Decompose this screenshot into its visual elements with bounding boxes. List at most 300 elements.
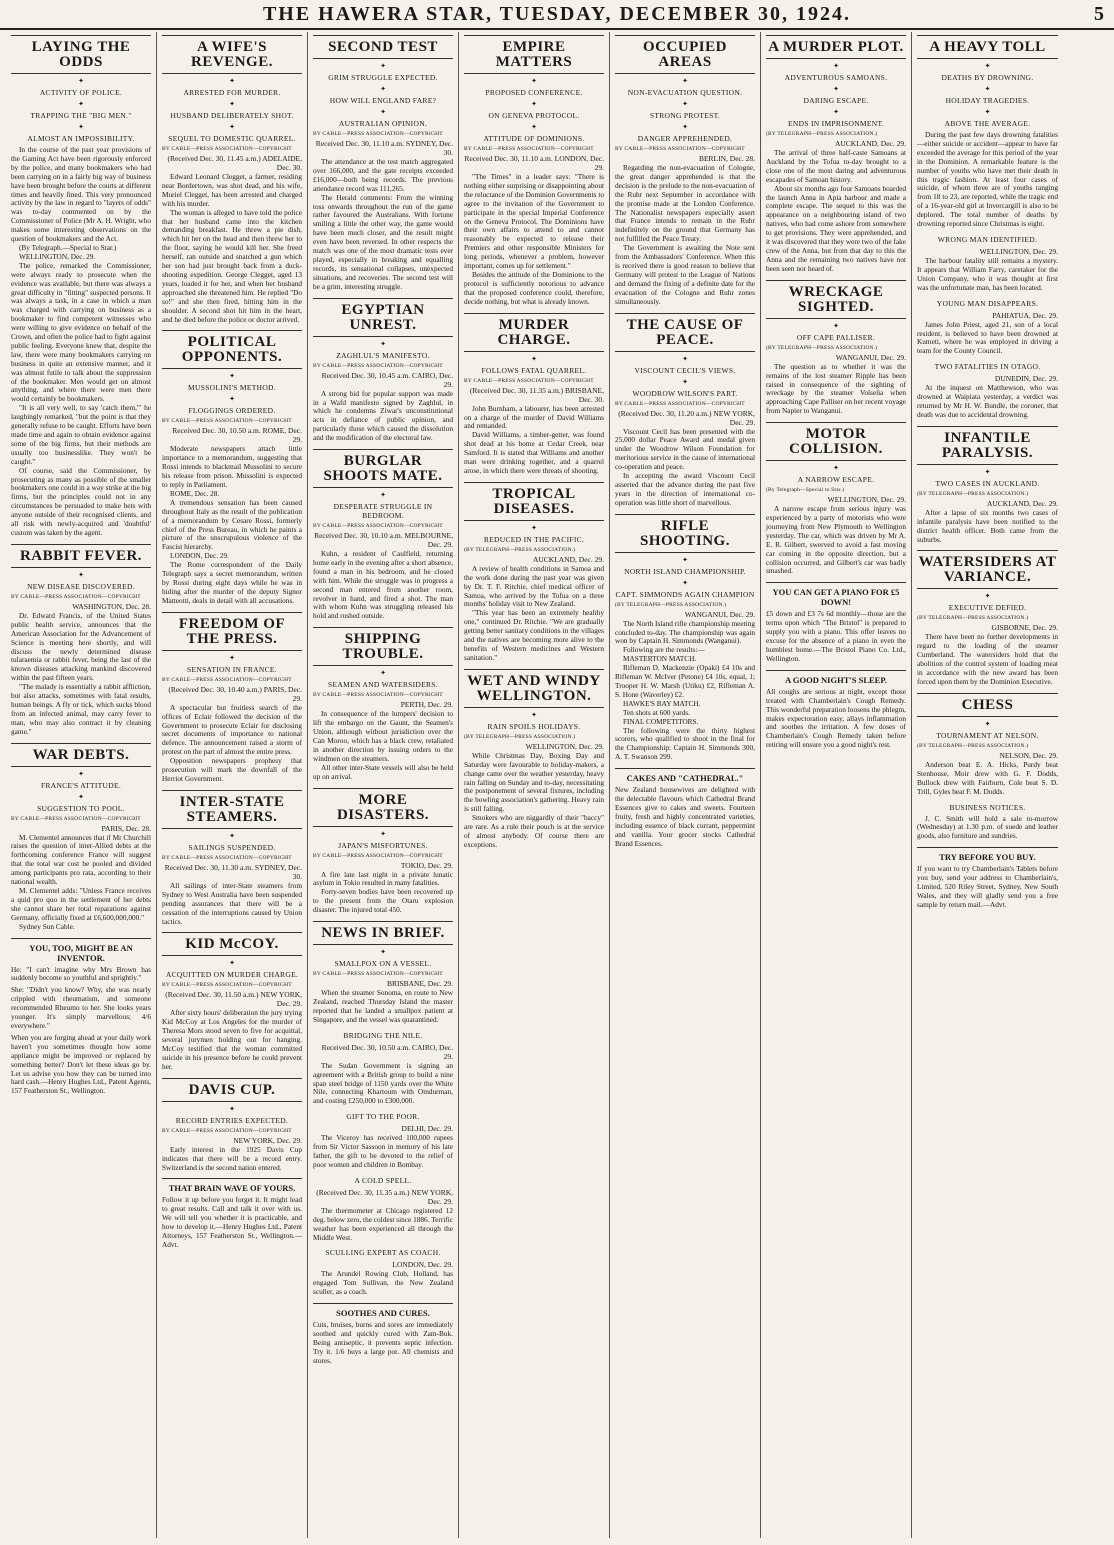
article-dateline: (Received Dec. 30, 11.35 a.m.) NEW YORK, Dec. 29. [316,1187,453,1206]
article-subheading: SEAMEN AND WATERSIDERS. [328,680,438,690]
star-ornament: ✦ [78,570,84,579]
article-subheading: CAPT. SIMMONDS AGAIN CHAMPION [615,589,755,599]
rule-divider [615,514,755,515]
article [917,550,1058,686]
rule-divider [766,318,906,319]
article-subheading: SENSATION IN FRANCE. [187,664,277,674]
rule-divider [11,766,151,767]
advertisement-title: TRY BEFORE YOU BUY. [939,852,1036,863]
article-paragraph: John Burnham, a labourer, has been arrested on a charge of the murder of David Williams and remanded. [464,403,604,431]
article-paragraph: Of course, said the Commissioner, by prosecuting as many as possible of the smaller bookmakers one could in a way strike at the big firms, but the principles could not in any circumstances be persuaded to make bets with anyone outside of their recognised clients, and all risk with newly-acquired and 'doubtful' custom was taken by the agent. [11,465,151,537]
article-subheading: SCULLING EXPERT AS COACH. [325,1248,441,1258]
article-byline: (BY TELEGRAPH—PRESS ASSOCIATION.) [917,490,1029,497]
rule-divider [766,58,906,59]
rule-divider [162,790,302,791]
article-paragraph: Opposition newspapers prophesy that prosecution will mark the downfall of the Herriot Government. [162,756,302,783]
rule-divider [464,707,604,708]
article [917,35,1058,229]
rule-divider [766,460,906,461]
star-ornament: ✦ [229,123,235,131]
rule-divider [162,650,302,651]
article-headline: EGYPTIAN UNREST. [341,301,425,333]
article-paragraph: LONDON, Dec. 29. [170,551,229,561]
article-paragraph: Forty-seven bodies have been recovered up to the present from the Otaru explosion disaster. The injured total 450. [313,887,453,915]
masthead-title: THE HAWERA STAR, TUESDAY, DECEMBER 30, 1924. [262,3,852,25]
article-paragraph: "This year has been an extremely healthy one," continued Dr. Ritchie. "We are gradually getting better sanitary conditions in the villages and the natives are becoming more alive to the benefits of Western medicines and Western sanitation." [464,608,604,662]
article-subheading: ZAGHLUL'S MANIFESTO. [336,350,430,360]
star-ornament: ✦ [380,85,386,93]
article [11,35,151,538]
article-paragraph: M. Clementel adds: "Unless France receives a quid pro quo in the settlement of her debts she cannot share her total reparations against Germany, officially fixed at £6,600,000,000." [11,886,151,922]
article-paragraph: Ten shots at 600 yards. [623,707,690,717]
rule-divider [464,313,604,314]
article-dateline: BERLIN, Dec. 28. [698,154,755,163]
star-ornament: ✦ [229,372,235,381]
rule-divider [313,944,453,945]
star-ornament: ✦ [984,62,991,70]
star-ornament: ✦ [380,669,386,678]
advertisement-title: SOOTHES AND CURES. [336,1308,430,1319]
article [313,1031,453,1107]
article-dateline: PERTH, Dec. 29. [400,700,453,710]
article-dateline: WELLINGTON, Dec. 29. [827,495,906,505]
article-headline: WATERSIDERS AT VARIANCE. [918,554,1057,586]
article-subheading: TWO FATALITIES IN OTAGO. [934,362,1041,372]
rule-divider [766,582,906,583]
article-byline: BY CABLE—PRESS ASSOCIATION—COPYRIGHT [11,593,141,600]
star-ornament: ✦ [380,948,386,957]
article-headline: MURDER CHARGE. [497,316,571,348]
rule-divider [162,1101,302,1102]
star-ornament: ✦ [984,108,991,116]
article [766,422,906,576]
article-subheading: RAIN SPOILS HOLIDAYS. [487,721,581,731]
rule-divider [313,921,453,922]
article-subheading: ALMOST AN IMPOSSIBILITY. [27,134,135,143]
star-ornament: ✦ [531,123,537,131]
article-headline: THE CAUSE OF PEACE. [626,316,744,348]
article-headline: A WIFE'S REVENGE. [191,39,273,70]
article-dateline: AUCKLAND, Dec. 29. [834,139,906,148]
article-paragraph: There have been no further developments in regard to the loading of the steamer Cumberland. The watersiders hold that the abolition of the control system of loading meat in accordance with the new award has been forced upon them by the Dominion Executive. [917,632,1058,686]
star-ornament: ✦ [229,653,235,662]
article-headline: FREEDOM OF THE PRESS. [178,615,286,647]
article-paragraph: New Zealand housewives are delighted with the delectable flavours which Cathedral Brand Essences give to cakes and sweets. Fourteen fruity, fresh and highly concentrated varieties, including essence of black currant, peppermint and vanilla. Your grocer stocks Cathedral Brand Essences. [615,785,755,848]
star-ornament: ✦ [984,467,991,476]
rule-divider [313,298,453,299]
star-ornament: ✦ [78,123,84,131]
article-dateline: Received Dec. 30, 10.50 a.m. CAIRO, Dec. 29. [321,1042,453,1061]
article-dateline: (Received Dec. 30, 11.45 a.m.) ADELAIDE, Dec. 30. [167,154,302,172]
article [464,35,604,307]
rule-divider [615,351,755,352]
article [313,35,453,292]
star-ornament: ✦ [833,108,839,116]
article-paragraph: Follow it up before you forget it. It might lead to great results. Call and talk it over with us. We will tell you whether it is practicable, and how to develop it.—Henry Hughes Ltd., Patent Attorneys, 157 Featherston St., Wellington.—Advt. [162,1195,302,1249]
article-paragraph: £5 down and £3 7s 6d monthly—those are the terms upon which "The Bristol" is prepared to supply you with a piano. This offer leaves no excuse for the absence of a piano in even the humblest home.—The Bristol Piano Co. Ltd., Wellington. [766,609,906,663]
article-paragraph: The North Island rifle championship meeting concluded to-day. The championship was again won by Captain H. Simmonds (Wanganui). [615,618,755,646]
rule-divider [464,351,604,352]
article-paragraph: The arrival of three half-caste Samoans at Auckland by the Tofua to-day brought to a close one of the most daring and adventurous escapades of Samoan history. [766,148,906,184]
rule-divider [313,1303,453,1304]
article-paragraph: Smokers who are niggardly of their "baccy" are rare. As a rule their pouch is at the service of almost anybody. Of course there are exceptions. [464,813,604,849]
article-paragraph: HAWKE'S BAY MATCH. [623,698,701,708]
article-paragraph: The following were the thirty highest scorers, who qualified to shoot in the final for the Championship: Captain H. Simmonds 300, A. T. Swanson 299. [615,725,755,762]
article-subheading: WOODROW WILSON'S PART. [632,388,738,398]
rule-divider [615,552,755,553]
article-paragraph: Edward Leonard Clegget, a farmer, residing near Bordertown, was shot dead, and his wife, Muriel Clegget, has been arrested and charged with his murder. [162,172,302,208]
star-ornament: ✦ [682,578,688,587]
article-paragraph: The Arundel Rowing Club, Holland, has engaged Tom Sullivan, the New Zealand sculler, as a coach. [313,1269,453,1297]
rule-divider [162,35,302,36]
article [766,35,906,274]
article-dateline: WANGANUI, Dec. 29. [835,352,906,362]
article-dateline: GISBORNE, Dec. 29. [991,623,1058,633]
article-byline: BY CABLE—PRESS ASSOCIATION—COPYRIGHT [162,1127,292,1134]
rule-divider [615,768,755,769]
star-ornament: ✦ [531,710,537,719]
star-ornament: ✦ [229,831,235,840]
article-paragraph: In the course of the past year provisions of the Gaming Act have been rigorously enforced by the police, and many bookmakers who had been carrying on in a fairly big way of business have been brought before the courts at different times and heavily fined. This very pronounced activity by the law in regard to "layers of odds" was to-day commented on by the Commissioner of Police (Mr A. H. Wright, who makes some interesting observations on the question of bookmakers and the Act. [11,145,151,244]
article-paragraph: In accepting the award Viscount Cecil asserted that the advance during the past five years in the direction of international co-operation was little short of marvellous. [615,471,755,507]
article-byline: BY CABLE—PRESS ASSOCIATION—COPYRIGHT [313,131,443,137]
article-paragraph: When you are forging ahead at your daily work haven't you sometimes thought how some appliance might be improved or replaced by something better? Don't let these ideas go by. Let us advise you how they can be turned into hard cash.—Henry Hughes Ltd., Patent Agents, 157 Featherston St., Wellington. [11,1032,151,1096]
article-headline: BURGLAR SHOOTS MATE. [323,453,443,485]
rule-divider [313,35,453,36]
article-dateline: WELLINGTON, Dec. 29. [525,741,604,751]
star-ornament: ✦ [682,123,688,131]
article-paragraph: J. C. Smith will hold a sale to-morrow (Wednesday) at 1.30 p.m. of suede and leather goods, also furniture and sundries. [917,813,1058,841]
article-headline: A HEAVY TOLL [929,39,1046,55]
article-dateline: NELSON, Dec. 29. [999,750,1058,760]
article-byline: BY CABLE—PRESS ASSOCIATION—COPYRIGHT [464,377,594,384]
article [917,426,1058,545]
star-ornament: ✦ [833,85,839,93]
rule-divider [313,665,453,666]
rule-divider [162,368,302,369]
rule-divider [162,1078,302,1079]
rule-divider [615,313,755,314]
article-paragraph: While Christmas Day, Boxing Day and Saturday were favourable to holiday-makers, a change came over the weather yesterday, heavy rain falling on Sunday and to-day, necessitating the postponement of several fixtures, including the bowling association's gathering. Heavy rain is still falling. [464,750,604,814]
article-paragraph: ROME, Dec. 28. [170,488,220,498]
article-subheading: TWO CASES IN AUCKLAND. [935,478,1040,488]
star-ornament: ✦ [531,523,537,532]
article-subheading: ARRESTED FOR MURDER. [183,88,281,97]
rule-divider [917,693,1058,694]
article-paragraph: FINAL COMPETITORS. [623,716,699,726]
article-subheading: MUSSOLINI'S METHOD. [188,383,276,393]
article-subheading: HUSBAND DELIBERATELY SHOT. [170,111,294,120]
article-subheading: DEATHS BY DROWNING. [941,73,1034,82]
article-headline: POLITICAL OPPONENTS. [181,334,283,366]
star-ornament: ✦ [984,592,991,601]
rule-divider [615,35,755,36]
article [11,743,151,932]
star-ornament: ✦ [78,77,84,85]
article-paragraph: The police, remarked the Commissioner, were always ready to prosecute when the evidence was available, but there was always a great difficulty in "fitting" suspected persons. It was always a task, in a case in which a man was charged with carrying on business as a bookmaker to find competent witnesses who were willing to give evidence on behalf of the Crown, and often the police had to fight against public feeling. Everyone knew that, despite the law, there were many bookmakers carrying on business in quite an extensive manner, and it was almost futile to talk about the suppression of the bookmaker. Men would get on almost anything, and where there were men there would certainly be bookmakers. [11,260,151,404]
article [162,1178,302,1249]
star-ornament: ✦ [682,100,688,108]
article-dateline: (Received Dec. 30, 11.20 a.m.) NEW YORK, Dec. 29. [618,408,755,427]
article [464,482,604,663]
article-paragraph: A strong bid for popular support was made in a Wafd manifesto signed by Zaghlul, in which he condemns Ziwar's unconstitutional acts in defiance of public opinion, and particularly those which caused the dissolution and the modification of the electoral law. [313,388,453,443]
article-subheading: SAILINGS SUSPENDED. [188,842,276,852]
article-subheading: GRIM STRUGGLE EXPECTED. [328,73,438,82]
article-subheading: HOW WILL ENGLAND FARE? [329,96,437,105]
article-byline: BY CABLE—PRESS ASSOCIATION—COPYRIGHT [615,146,745,152]
star-ornament: ✦ [833,321,839,330]
rule-divider [464,482,604,483]
article-paragraph: "The Times" in a leader says: "There is nothing either surprising or disappointing about the reluctance of the Dominion Governments to agree to the invitation of the Government to participate in the special Imperial Conference on the Geneva Protocol. The Dominions have their own affairs to attend to and cannot reasonably be expected to release their Premiers and other responsible Ministers for long periods, whenever a problem, however important, comes up for settlement." [464,172,604,271]
article-subheading: JAPAN'S MISFORTUNES. [338,840,428,850]
article-paragraph: Sydney Sun Cable. [19,921,75,931]
article-headline: SHIPPING TROUBLE. [342,631,424,663]
article-byline: BY CABLE—PRESS ASSOCIATION—COPYRIGHT [313,971,443,978]
star-ornament: ✦ [380,62,386,70]
article-byline: BY CABLE—PRESS ASSOCIATION—COPYRIGHT [313,362,443,369]
star-ornament: ✦ [78,792,84,801]
article [766,670,906,750]
rule-divider [464,35,604,36]
star-ornament: ✦ [229,1104,235,1113]
article [313,788,453,916]
article-paragraph: A narrow escape from serious injury was experienced by a party of motorists who were journeying from New Plymouth to Wellington yesterday. The car, which was driven by Mr A. E. R. Gilbert, swerved to avoid a fast moving car coming in the opposite direction, but a collision occurred, and Gilbert's car was badly smashed. [766,504,906,576]
article-paragraph: (By Telegraph.—Special to Star.) [19,242,117,252]
rule-divider [917,58,1058,59]
star-ornament: ✦ [229,959,235,968]
article-paragraph: The Rome correspondent of the Daily Telegraph says a secret memorandum, written by Rossi during eight days while he was in hiding after the murder of the deputy Signor Matteotti, deals in detail with all accusations. [162,560,302,605]
rule-divider [162,932,302,933]
article-byline: BY CABLE—PRESS ASSOCIATION—COPYRIGHT [162,676,292,683]
article-byline: BY CABLE—PRESS ASSOCIATION—COPYRIGHT [313,692,443,699]
article [313,627,453,781]
article-byline: BY CABLE—PRESS ASSOCIATION—COPYRIGHT [313,523,443,530]
article-byline: BY CABLE—PRESS ASSOCIATION—COPYRIGHT [162,418,292,425]
article-paragraph: If you want to try Chamberlain's Tablets before you buy, send your address to Chamberlain's, Limited, 520 Riley Street, Sydney, New South Wales, and they will gladly send you a free sample by return mail.—Advt. [917,864,1058,909]
article [11,544,151,737]
article-paragraph: "It is all very well, to say 'catch them,'" he laughingly remarked, "but the point is that they generally refuse to be caught. Efforts have been made time and again to obtain evidence against some of the big firms, but their methods are usually too businesslike. They won't be caught." [11,403,151,466]
star-ornament: ✦ [682,377,688,386]
article-subheading: TRAPPING THE "BIG MEN." [30,111,132,120]
star-ornament: ✦ [229,100,235,108]
article-dateline: DELHI, Dec. 29. [401,1124,453,1134]
article-paragraph: James John Priest, aged 21, son of a local resident, is believed to have been drowned at Kumeti, where he was employed in driving a team for the County Council. [917,319,1058,356]
article-dateline: LONDON, Dec. 29. [392,1260,453,1270]
article-headline: WET AND WINDY WELLINGTON. [467,672,601,704]
article [313,449,453,621]
article-paragraph: A spectacular but fruitless search of the offices of Eclair followed the decision of the Government to prosecute Eclair for disclosing secret documents of importance to national defence. The announcement raised a storm of protest on the part of almost the entire press. [162,702,302,757]
article-paragraph: During the past few days drowning fatalities—either suicide or accident—appear to have far exceeded the average for this period of the year in the Dominion. A remarkable feature is the number of youths who have met their death in this tragic fashion. At least four cases of suicide, of whom three are of youths ranging from 18 to 23, are reported, while the tragic end of a 16-year-old girl at Invercargill is also to be deplored. The total number of deaths by drowning reported since Christmas is eight. [917,130,1058,229]
article-headline: SECOND TEST [328,39,438,55]
article-headline: LAYING THE ODDS [31,39,131,70]
article-paragraph: The woman is alleged to have told the police that her husband came into the kitchen demanding breakfast. He threw a pie dish, which hit her on the head and then threw her to the floor, saying he would kill her. She freed herself, ran outside and snatched a gun which her son had just brought back from a duck-shooting expedition. George Clegget, aged 13 years, loaded it for her, and when her husband approached she threatened him. He replied "Do so!" and she then fired, hitting him in the shoulder. A second shot hit him in the heart, and he died before the police or doctor arrived. [162,207,302,324]
advertisement-title: CAKES AND "CATHEDRAL." [626,773,744,784]
article-paragraph: The attendance at the test match aggregated over 166,000, and the gate receipts exceeded £16,000—both being records. The previous attendance record was 111,265. [313,157,453,193]
article-paragraph: Dr. Edward Francis, of the United States public health service, announces that the American Association for the Advancement of Science is meeting here shortly, and will discuss the newly determined disease tularaemia or rabbit fever, being the last of the known diseases attacking mankind discovered within the past fifteen years. [11,610,151,683]
article-headline: INFANTILE PARALYSIS. [941,429,1034,461]
rule-divider [464,520,604,521]
column-4 [459,32,610,1538]
article [313,298,453,443]
rule-divider [11,35,151,36]
article [162,330,302,605]
article [313,1112,453,1170]
article-dateline: NEW YORK, Dec. 29. [233,1135,302,1145]
article-paragraph: After sixty hours' deliberation the jury trying Kid McCoy at Los Angeles for the murder of Theresa Mors stood seven to five for acquittal, several jurymen holding out for hanging. McCoy testified that the woman committed suicide in his presence before he could prevent her. [162,1008,302,1071]
rule-divider [313,58,453,59]
article-subheading: ACQUITTED ON MURDER CHARGE. [165,970,299,980]
article [917,235,1058,293]
article-subheading: FLOGGINGS ORDERED. [188,406,276,416]
article-subheading: DANGER APPREHENDED. [637,134,733,143]
article-dateline: TOKIO, Dec. 29. [400,860,453,870]
article-dateline: WANGANUI, Dec. 29. [684,609,755,619]
article [917,693,1058,797]
article-byline: (By Telegraph—Special to Star.) [766,487,845,494]
star-ornament: ✦ [380,829,386,838]
star-ornament: ✦ [682,555,688,564]
article-subheading: FOLLOWS FATAL QUARREL. [481,365,587,375]
article-paragraph: MASTERTON MATCH. [623,654,697,664]
star-ornament: ✦ [78,100,84,108]
rule-divider [766,280,906,281]
article [917,362,1058,420]
column-2 [157,32,308,1538]
article-subheading: A COLD SPELL. [354,1175,412,1185]
rule-divider [162,612,302,613]
article-paragraph: Rifleman D. Mackenzie (Opaki) £4 10s and Rifleman W. McIver (Petone) £4 10s, equal, 1; Trooper H. W. Marsh (Utiku) £2, Rifleman A. S. Hone (Waverley) £2. [615,663,755,699]
article-byline: BY CABLE—PRESS ASSOCIATION—COPYRIGHT [615,400,745,407]
article-subheading: DARING ESCAPE. [803,96,869,105]
advertisement-title: THAT BRAIN WAVE OF YOURS. [168,1183,296,1194]
article-byline: BY CABLE—PRESS ASSOCIATION—COPYRIGHT [464,146,594,152]
article-headline: MOTOR COLLISION. [789,426,883,458]
article-subheading: YOUNG MAN DISAPPEARS. [936,298,1039,308]
article-byline: BY CABLE—PRESS ASSOCIATION—COPYRIGHT [11,815,141,822]
rule-divider [11,938,151,939]
article-byline: (BY TELEGRAPH—PRESS ASSOCIATION.) [464,546,576,553]
star-ornament: ✦ [833,62,839,70]
rule-divider [162,955,302,956]
article-dateline: WASHINGTON, Dec. 28. [72,601,151,611]
article-paragraph: After a lapse of six months two cases of infantile paralysis have been notified to the district health officer. Both came from the suburbs. [917,507,1058,544]
article-headline: EMPIRE MATTERS [495,39,573,70]
article-dateline: PARIS, Dec. 28. [101,823,151,833]
article-paragraph: All coughs are serious at night, except those treated with Chamberlain's Cough Remedy. This wonderful preparation loosens the phlegm, makes expectoration easy, allays inflammation and soothes the irritation. A few doses of Chamberlain's Cough Remedy taken before retiring will ensure you a good night's rest. [766,686,906,750]
star-ornament: ✦ [531,354,537,363]
article-dateline: AUCKLAND, Dec. 29. [532,554,604,564]
article-paragraph: When the steamer Sonoma, en route to New Zealand, reached Thursday Island the master reported that he landed a smallpox patient at Singapore, and the vessel was quarantined. [313,988,453,1024]
rule-divider [917,550,1058,551]
rule-divider [766,35,906,36]
article-byline: (BY TELEGRAPH—PRESS ASSOCIATION.) [766,131,878,137]
article [11,938,151,1097]
article-paragraph: She: "Didn't you know? Why, she was nearly crippled with rheumatism, and someone recommended Rheumo to her. She looks years younger. It's simply marvellous; 4/6 everywhere." [11,985,151,1030]
article-subheading: SEQUEL TO DOMESTIC QUARREL. [168,134,296,143]
article-headline: RABBIT FEVER. [19,547,143,564]
article-paragraph: David Williams, a timber-getter, was found shot dead at his home at Cedar Creek, near Samford. It is stated that Williams and another man were drinking together, and a quarrel arose, in which there were threats of shooting. [464,430,604,475]
column-5 [610,32,761,1538]
article-paragraph: Anderson beat E. A. Hicks, Purdy beat Stenhouse, Moir drew with G. F. Dodds, Bullock drew with Fairburn, Cole beat S. D. Trill, Gyles beat F. M. Dodds. [917,759,1058,796]
star-ornament: ✦ [380,339,386,348]
article-paragraph: A review of health conditions in Samoa and the work done during the past year was given by Dr. T. F. Ritchie, chief medical officer of Samoa, who arrived by the Tofua on a three months' holiday visit to New Zealand. [464,563,604,609]
article-dateline: Received Dec. 30, 11.10 a.m. SYDNEY, Dec. 30. [315,139,453,157]
article-paragraph: In consequence of the lumpers' decision to lift the embargo on the Gaunt, the Seamen's Union, although without jurisdiction over the Can Moroo, which has a black crew, retaliated in another direction by issuing orders to the windmen on the steamers. [313,709,453,763]
article-headline: WRECKAGE SIGHTED. [788,283,884,315]
article [162,612,302,784]
article-dateline: Received Dec. 30, 11.30 a.m. SYDNEY, Dec. 30. [164,862,302,881]
article-subheading: VISCOUNT CECIL'S VIEWS. [634,365,736,375]
article-subheading: REDUCED IN THE PACIFIC. [483,534,585,544]
star-ornament: ✦ [531,100,537,108]
rule-divider [313,826,453,827]
rule-divider [313,487,453,488]
article [313,1176,453,1243]
rule-divider [162,828,302,829]
article-headline: WAR DEBTS. [32,746,130,763]
advertisement-title: A GOOD NIGHT'S SLEEP. [785,674,887,685]
article-paragraph: Viscount Cecil has been presented with the 25,000 dollar Peace Award and medal given under the Woodrow Wilson Foundation for meritorious service in the cause of international co-operation and peace. [615,426,755,472]
rule-divider [162,73,302,74]
article-dateline: DUNEDIN, Dec. 29. [994,374,1058,384]
article-byline: BY CABLE—PRESS ASSOCIATION—COPYRIGHT [313,852,443,859]
article-dateline: PAHIATUA, Dec. 29. [992,310,1058,320]
article-dateline: WELLINGTON, Dec. 29. [979,246,1058,256]
article-paragraph: Moderate newspapers attach little importance to a memorandum, suggesting that Rossi intends to blackmail Mussolini to secure his release from prison. Mussolini is expected to reply in Parliament. [162,444,302,490]
article-subheading: NON-EVACUATION QUESTION. [627,88,743,97]
article-subheading: DESPERATE STRUGGLE IN BEDROOM. [333,502,433,521]
article-byline: (BY TELEGRAPH—PRESS ASSOCIATION.) [464,733,576,740]
article-paragraph: Besides the attitude of the Dominions to the protocol is sufficiently notorious to advance that the proposed conference could, therefore, decide nothing, but what is already known. [464,269,604,306]
rule-divider [917,464,1058,465]
rule-divider [917,716,1058,717]
article-headline: INTER-STATE STEAMERS. [179,793,285,825]
article-subheading: ABOVE THE AVERAGE. [944,119,1031,128]
article-subheading: ENDS IN IMPRISONMENT. [788,119,884,128]
rule-divider [162,330,302,331]
advertisement-title: YOU, TOO, MIGHT BE AN INVENTOR. [29,942,133,963]
article-subheading: PROPOSED CONFERENCE. [485,88,583,97]
star-ornament: ✦ [229,395,235,404]
article-headline: DAVIS CUP. [188,1081,276,1098]
article-subheading: OFF CAPE PALLISER. [796,332,876,342]
star-ornament: ✦ [984,85,991,93]
article-dateline: AUCKLAND, Dec. 29. [986,498,1058,508]
article-subheading: HOLIDAY TRAGEDIES. [945,96,1030,105]
article-paragraph: Kuhn, a resident of Caulfield, returning home early in the evening after a short absence, found a man in his bedroom, and he closed with him. While the struggle was in progress a second man entered from another room, revolver in hand, and fired a shot. The man with whom Kuhn was struggling released his hold and rushed outside. [313,549,453,621]
rule-divider [615,73,755,74]
star-ornament: ✦ [380,108,386,116]
rule-divider [464,73,604,74]
star-ornament: ✦ [833,464,839,473]
column-7 [912,32,1063,1538]
rule-divider [313,788,453,789]
article-paragraph: The Viceroy has received 100,000 rupees from Sir Victor Sassoon in memory of his late father, the gift to be devoted to the relief of poor women and children in Bombay. [313,1133,453,1169]
article-byline: BY CABLE—PRESS ASSOCIATION—COPYRIGHT [162,982,292,989]
rule-divider [162,1178,302,1179]
article-paragraph: All other inter-State vessels will also be held up on arrival. [313,762,453,781]
article-paragraph: Regarding the non-evacuation of Cologne, the great danger apprehended is that the decision is the prelude to the non-evacuation of the Ruhr next September in accordance with the promise made at the London Conference. The Nationalist newspapers especially assert that France intends to remain in the Ruhr indefinitely on the ground that Germany has not fulfilled the Peace Treaty. [615,163,755,244]
article-dateline: (Received Dec. 30, 10.40 a.m.) PARIS, Dec. 29. [168,684,302,703]
rule-divider [766,422,906,423]
article-dateline: Received Dec. 30, 10.10 a.m. MELBOURNE, Dec. 29. [314,531,453,550]
article-subheading: STRONG PROTEST. [649,111,721,120]
article-byline: BY CABLE—PRESS ASSOCIATION—COPYRIGHT [162,146,292,152]
article [615,35,755,307]
article-paragraph: Cuts, bruises, burns and sores are immediately soothed and quickly cured with Zam-Buk. Being antiseptic, it prevents septic infection. Try it. 1/6 buys a large pot. All chemists and stores. [313,1320,453,1365]
article-subheading: NORTH ISLAND CHAMPIONSHIP. [624,566,746,576]
article-subheading: WRONG MAN IDENTIFIED. [937,234,1038,244]
